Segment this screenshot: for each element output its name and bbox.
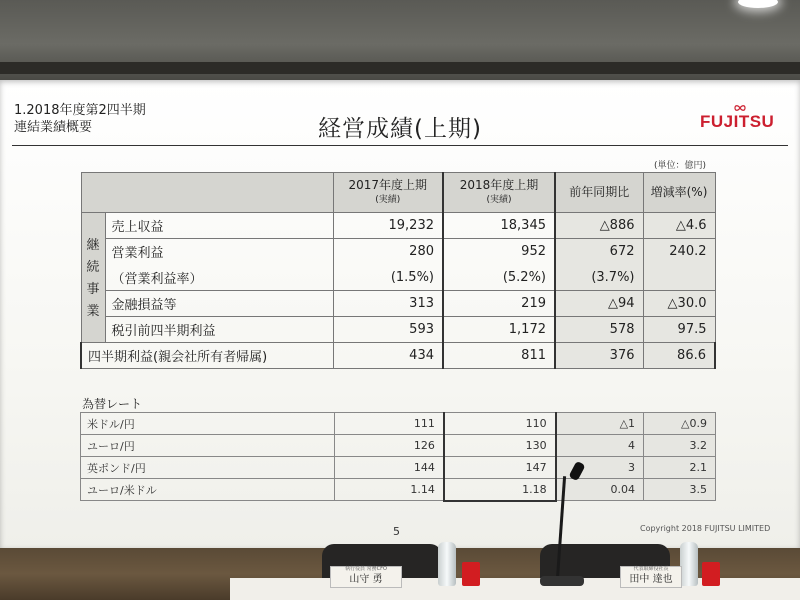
fx-label: ユーロ/米ドル — [81, 479, 335, 501]
fx-row — [81, 479, 716, 501]
section-title-line2: 連結業績概要 — [14, 120, 93, 135]
red-cup — [462, 562, 480, 586]
cell-2018: 18,345 — [443, 213, 555, 239]
section-title-line1: 1.2018年度第2四半期 — [14, 103, 146, 118]
fx-2017: 111 — [334, 413, 444, 435]
fx-rate: △0.9 — [644, 413, 716, 435]
ceiling-light — [738, 0, 778, 8]
header-2017-label: 2017年度上期 — [348, 177, 428, 192]
fx-title: 為替レート — [82, 397, 143, 411]
fx-label: 米ドル/円 — [81, 413, 335, 435]
total-yoy: 376 — [555, 343, 643, 369]
table-row — [81, 265, 715, 291]
cell-yoy: (3.7%) — [555, 265, 643, 291]
fx-label: ユーロ/円 — [81, 435, 335, 457]
cell-2018: (5.2%) — [443, 265, 555, 291]
header-2018 — [443, 173, 555, 213]
nameplate-speaker2 — [620, 566, 682, 588]
header-2018-sub: (実績) — [486, 194, 512, 205]
row-label: 税引前四半期利益 — [105, 317, 333, 343]
cell-yoy: △886 — [555, 213, 643, 239]
results-table — [80, 172, 716, 369]
fx-row — [81, 413, 716, 435]
group-char: 継 — [86, 237, 100, 253]
header-blank — [81, 173, 333, 213]
water-bottle — [680, 542, 698, 586]
fx-rate: 2.1 — [644, 457, 716, 479]
header-2018-label: 2018年度上期 — [459, 177, 539, 192]
total-label: 四半期利益(親会社所有者帰属) — [81, 343, 333, 369]
water-bottle — [438, 542, 456, 586]
cell-2018: 1,172 — [443, 317, 555, 343]
ceiling — [0, 0, 800, 80]
cell-yoy: △94 — [555, 291, 643, 317]
fx-2018: 147 — [444, 457, 556, 479]
cell-2018: 952 — [443, 239, 555, 265]
fx-table — [80, 412, 716, 502]
microphone-base — [540, 576, 584, 586]
fx-2017: 126 — [334, 435, 444, 457]
cell-rate: △4.6 — [643, 213, 715, 239]
cell-rate: △30.0 — [643, 291, 715, 317]
title-divider — [12, 145, 788, 146]
row-label: 売上収益 — [105, 213, 333, 239]
cell-2017: 593 — [333, 317, 443, 343]
slide-title: 経営成績(上期) — [318, 116, 482, 142]
cell-rate: 240.2 — [643, 239, 715, 265]
fujitsu-infinity-icon — [734, 104, 746, 112]
fx-yoy: 4 — [556, 435, 644, 457]
copyright: Copyright 2018 FUJITSU LIMITED — [640, 524, 771, 533]
table-row — [81, 213, 715, 239]
fx-2018: 1.18 — [444, 479, 556, 501]
fx-2017: 144 — [334, 457, 444, 479]
cell-2017: 313 — [333, 291, 443, 317]
nameplate-speaker1 — [330, 566, 402, 588]
results-header-row — [81, 173, 715, 213]
total-rate: 86.6 — [643, 343, 715, 369]
fx-row — [81, 435, 716, 457]
cell-2018: 219 — [443, 291, 555, 317]
cell-yoy: 672 — [555, 239, 643, 265]
header-2017 — [333, 173, 443, 213]
nameplate-role: 代表取締役社長 — [633, 566, 669, 572]
nameplate-name: 田中 達也 — [629, 574, 673, 585]
row-label: 金融損益等 — [105, 291, 333, 317]
cell-rate: 97.5 — [643, 317, 715, 343]
header-2017-sub: (実績) — [375, 194, 401, 205]
unit-note: (単位：億円) — [654, 161, 707, 171]
ceiling-beam — [0, 62, 800, 74]
total-row — [81, 343, 715, 369]
table-row — [81, 291, 715, 317]
group-label-continuing-ops — [81, 213, 105, 343]
cell-2017: (1.5%) — [333, 265, 443, 291]
fx-yoy: 3 — [556, 457, 644, 479]
row-label: 営業利益 — [105, 239, 333, 265]
cell-2017: 19,232 — [333, 213, 443, 239]
header-rate: 増減率(%) — [643, 173, 715, 213]
row-label: （営業利益率） — [105, 265, 333, 291]
cell-yoy: 578 — [555, 317, 643, 343]
group-char: 業 — [86, 303, 100, 319]
group-char: 続 — [86, 259, 100, 275]
total-2018: 811 — [443, 343, 555, 369]
fx-2018: 110 — [444, 413, 556, 435]
nameplate-role: 執行役員 常務CFO — [345, 566, 387, 572]
fx-label: 英ポンド/円 — [81, 457, 335, 479]
projection-screen — [0, 80, 800, 548]
fx-yoy: 0.04 — [556, 479, 644, 501]
fx-yoy: △1 — [556, 413, 644, 435]
group-char: 事 — [86, 281, 100, 297]
fx-row — [81, 457, 716, 479]
cell-rate — [643, 265, 715, 291]
table-row — [81, 239, 715, 265]
header-yoy: 前年同期比 — [555, 173, 643, 213]
nameplate-name: 山守 勇 — [349, 574, 383, 585]
page-number: 5 — [393, 525, 400, 538]
fx-rate: 3.2 — [644, 435, 716, 457]
table-row — [81, 317, 715, 343]
red-cup — [702, 562, 720, 586]
fujitsu-logo: FUJITSU — [700, 112, 775, 131]
fx-rate: 3.5 — [644, 479, 716, 501]
fx-2017: 1.14 — [334, 479, 444, 501]
fx-2018: 130 — [444, 435, 556, 457]
cell-2017: 280 — [333, 239, 443, 265]
total-2017: 434 — [333, 343, 443, 369]
